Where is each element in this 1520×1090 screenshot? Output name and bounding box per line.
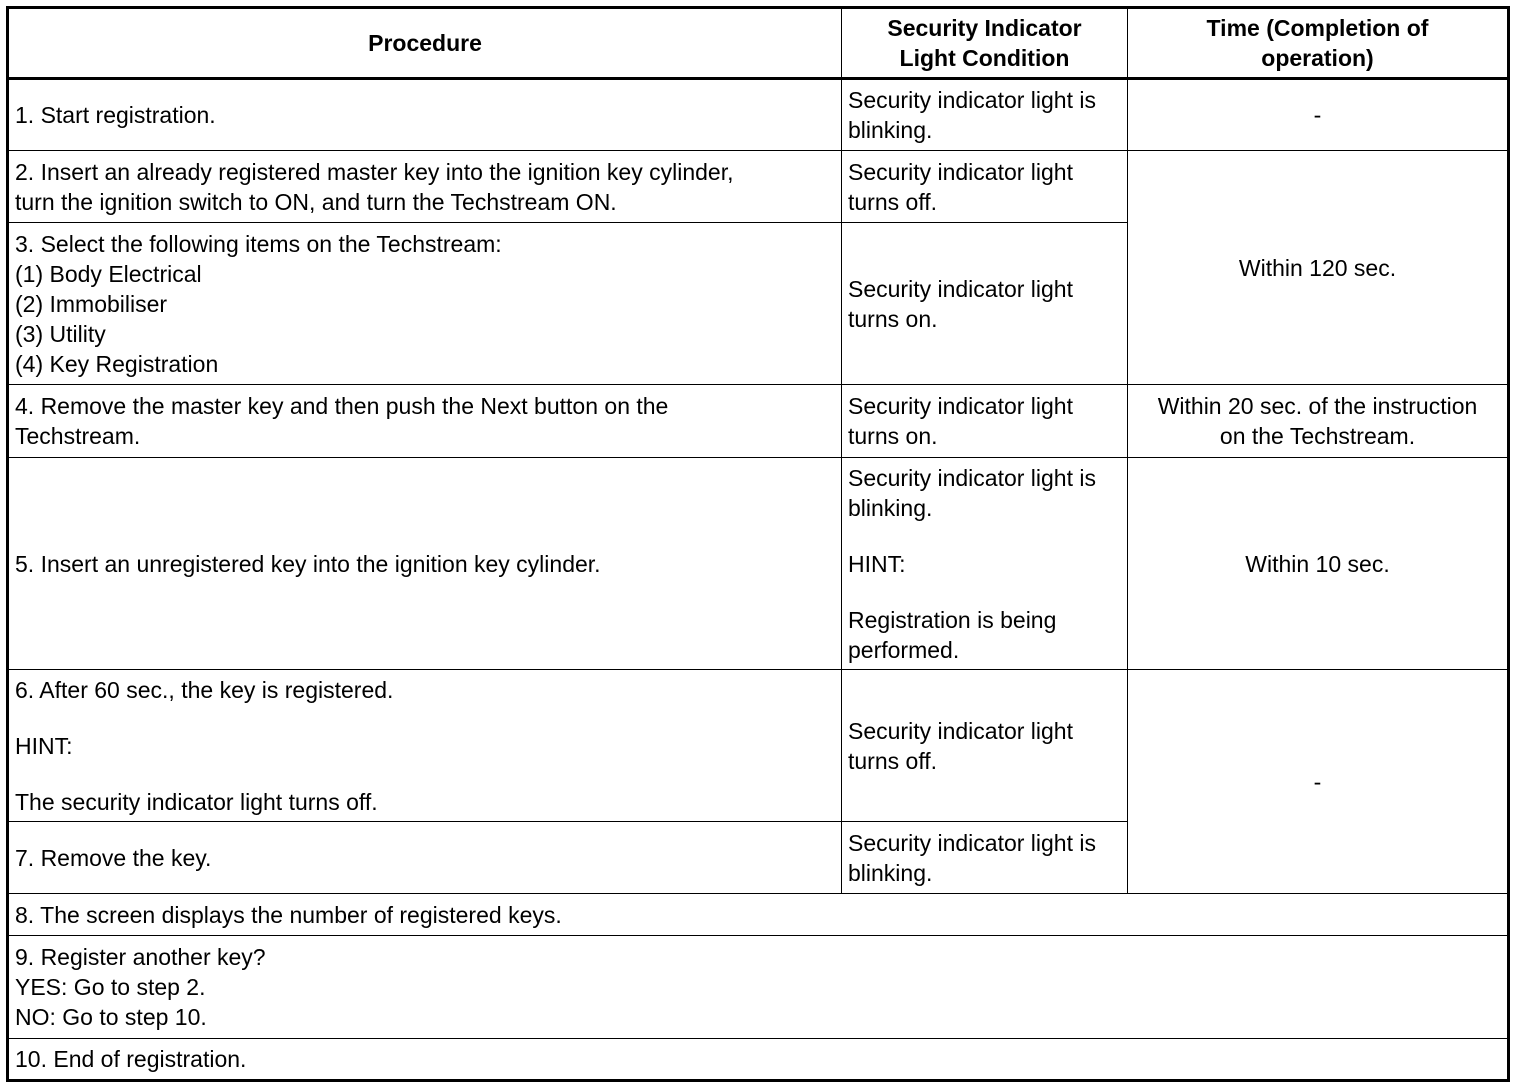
table-row bbox=[8, 458, 1509, 670]
condition-line: turns off. bbox=[848, 747, 938, 774]
time-line: on the Techstream. bbox=[1219, 423, 1416, 449]
procedure-text: 10. End of registration. bbox=[15, 1046, 247, 1072]
time-text: Within 120 sec. bbox=[1238, 254, 1397, 281]
procedure-cell bbox=[8, 936, 1509, 1039]
header-procedure bbox=[8, 8, 842, 79]
procedure-cell bbox=[8, 223, 842, 385]
procedure-text: 1. Start registration. bbox=[15, 102, 216, 128]
condition-line: Registration is being bbox=[848, 606, 1057, 633]
condition-line: blinking. bbox=[848, 859, 933, 886]
table-row bbox=[8, 1039, 1509, 1081]
spacer bbox=[848, 579, 1121, 605]
procedure-text: 7. Remove the key. bbox=[15, 844, 212, 871]
condition-line: Security indicator light is bbox=[848, 829, 1096, 856]
procedure-cell bbox=[8, 894, 1509, 936]
condition-cell bbox=[842, 79, 1128, 151]
header-row bbox=[8, 8, 1509, 79]
condition-line: Security indicator light is bbox=[848, 464, 1096, 491]
header-condition-line-2: Light Condition bbox=[899, 45, 1070, 71]
table-row bbox=[8, 894, 1509, 936]
condition-cell bbox=[842, 822, 1128, 894]
header-condition bbox=[842, 8, 1128, 79]
spacer bbox=[848, 523, 1121, 549]
condition-line: Security indicator light bbox=[848, 393, 1073, 419]
procedure-cell bbox=[8, 822, 842, 894]
procedure-line: (1) Body Electrical bbox=[15, 260, 202, 287]
table-row bbox=[8, 385, 1509, 458]
header-time bbox=[1128, 8, 1509, 79]
condition-cell bbox=[842, 151, 1128, 223]
procedure-line: (3) Utility bbox=[15, 320, 106, 347]
condition-cell bbox=[842, 385, 1128, 458]
hint-label: HINT: bbox=[15, 732, 73, 759]
procedure-line: Techstream. bbox=[15, 423, 141, 449]
condition-cell bbox=[842, 458, 1128, 670]
time-text: - bbox=[1313, 768, 1322, 795]
procedure-line: NO: Go to step 10. bbox=[15, 1004, 207, 1030]
condition-line: Security indicator light bbox=[848, 275, 1073, 302]
condition-line: Security indicator light bbox=[848, 717, 1073, 744]
condition-line: turns on. bbox=[848, 305, 938, 332]
time-text: - bbox=[1313, 102, 1322, 128]
procedure-line: turn the ignition switch to ON, and turn the Techstream ON. bbox=[15, 188, 617, 215]
procedure-line: YES: Go to step 2. bbox=[15, 974, 206, 1000]
condition-line: blinking. bbox=[848, 117, 933, 143]
table-row bbox=[8, 936, 1509, 1039]
header-time-line-1: Time (Completion of bbox=[1206, 15, 1429, 41]
spacer bbox=[15, 705, 835, 731]
procedure-line: 9. Register another key? bbox=[15, 944, 266, 970]
time-cell bbox=[1128, 79, 1509, 151]
procedure-line: (4) Key Registration bbox=[15, 350, 219, 377]
condition-line: performed. bbox=[848, 636, 960, 663]
spacer bbox=[15, 761, 835, 787]
table-row bbox=[8, 79, 1509, 151]
table-row bbox=[8, 151, 1509, 223]
procedure-cell bbox=[8, 385, 842, 458]
condition-cell bbox=[842, 223, 1128, 385]
condition-cell bbox=[842, 670, 1128, 822]
key-registration-table bbox=[6, 6, 1510, 1082]
condition-line: turns off. bbox=[848, 188, 938, 215]
procedure-line: The security indicator light turns off. bbox=[15, 788, 378, 815]
table-row bbox=[8, 670, 1509, 822]
procedure-line: 2. Insert an already registered master key into the ignition key cylinder, bbox=[15, 158, 734, 185]
condition-line: Security indicator light is bbox=[848, 87, 1096, 113]
hint-label: HINT: bbox=[848, 550, 906, 577]
time-cell bbox=[1128, 670, 1509, 894]
procedure-text: 8. The screen displays the number of registered keys. bbox=[15, 901, 562, 928]
time-cell bbox=[1128, 458, 1509, 670]
condition-line: Security indicator light bbox=[848, 158, 1073, 185]
header-procedure-text: Procedure bbox=[368, 30, 482, 56]
procedure-line: (2) Immobiliser bbox=[15, 290, 168, 317]
procedure-line: 4. Remove the master key and then push the Next button on the bbox=[15, 393, 669, 419]
procedure-cell bbox=[8, 79, 842, 151]
time-cell bbox=[1128, 151, 1509, 385]
time-line: Within 20 sec. of the instruction bbox=[1157, 393, 1478, 419]
procedure-cell bbox=[8, 670, 842, 822]
time-cell bbox=[1128, 385, 1509, 458]
procedure-line: 6. After 60 sec., the key is registered. bbox=[15, 676, 394, 703]
header-condition-line-1: Security Indicator bbox=[887, 15, 1082, 41]
procedure-line: 3. Select the following items on the Techstream: bbox=[15, 230, 502, 257]
procedure-cell bbox=[8, 151, 842, 223]
procedure-cell bbox=[8, 458, 842, 670]
condition-line: blinking. bbox=[848, 494, 933, 521]
procedure-text: 5. Insert an unregistered key into the ignition key cylinder. bbox=[15, 550, 601, 577]
condition-line: turns on. bbox=[848, 423, 938, 449]
header-time-line-2: operation) bbox=[1261, 45, 1374, 71]
time-text: Within 10 sec. bbox=[1245, 550, 1390, 577]
procedure-cell bbox=[8, 1039, 1509, 1081]
